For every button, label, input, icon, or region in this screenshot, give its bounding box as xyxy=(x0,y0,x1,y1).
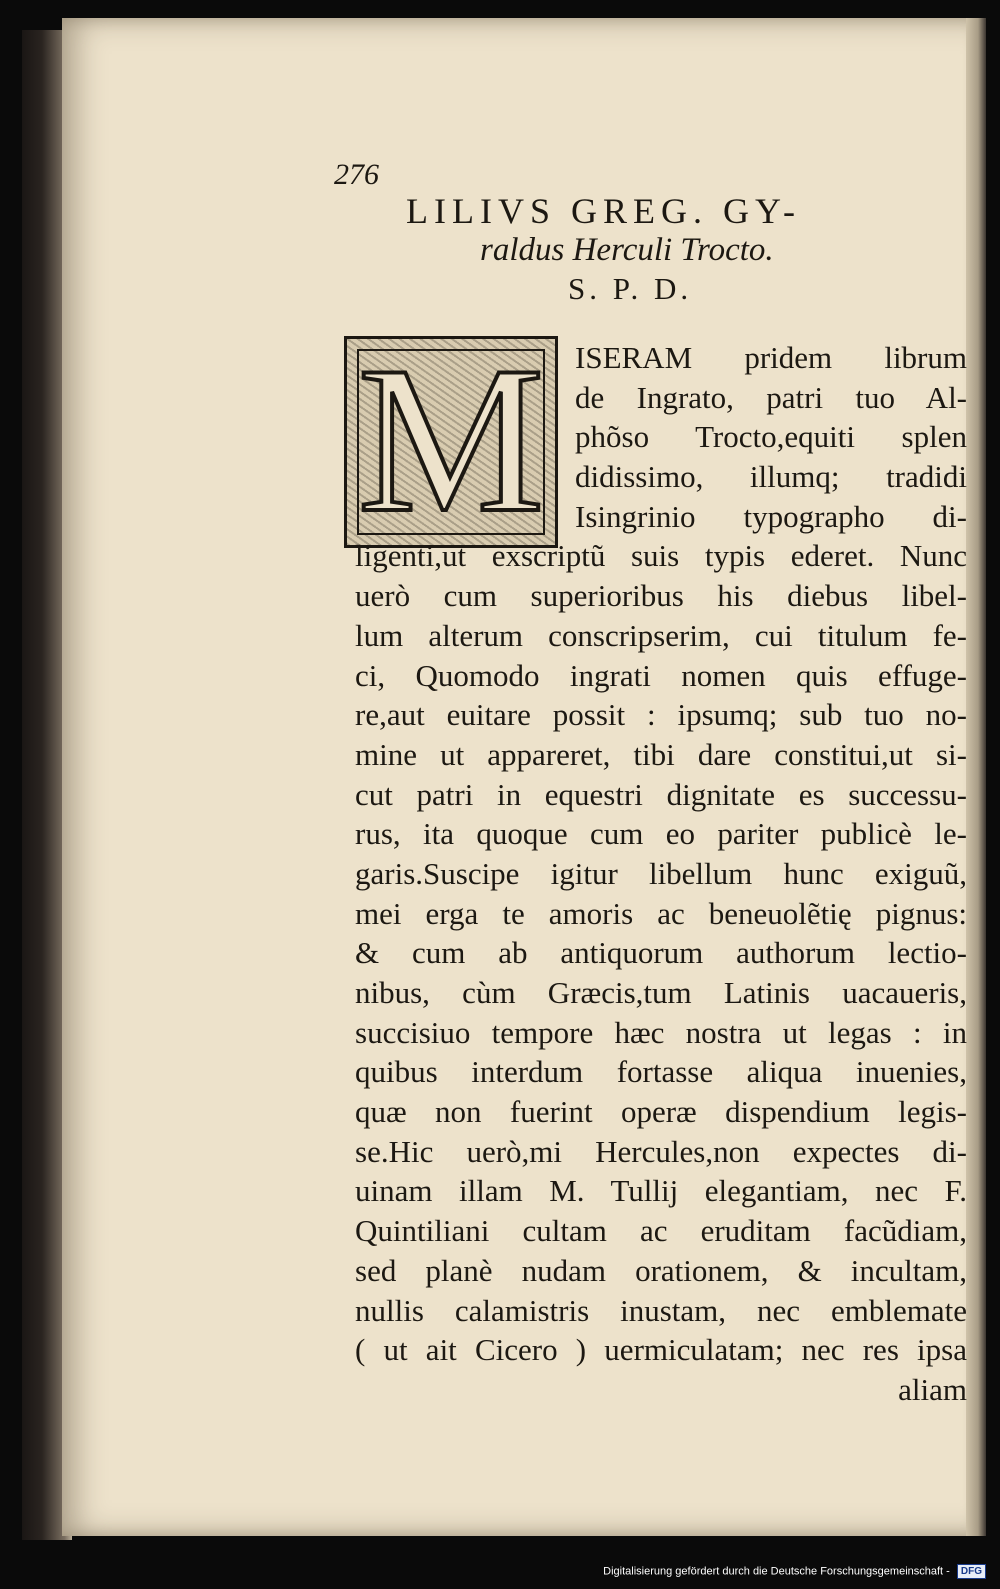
page-number: 276 xyxy=(334,158,379,191)
body-line: Isingrinio typographo di- xyxy=(575,498,967,534)
heading-line-3: S. P. D. xyxy=(568,271,693,306)
body-line: & cum ab antiquorum authorum lectio- xyxy=(355,935,967,971)
body-line: lum alterum conscripserim, cui titulum fe- xyxy=(355,617,967,653)
body-line: se.Hic uerò,mi Hercules,non expectes di- xyxy=(355,1133,967,1169)
body-line: re,aut euitare possit : ipsumq; sub tuo no- xyxy=(355,697,967,733)
body-line: de Ingrato, patri tuo Al- xyxy=(575,379,967,415)
body-line: ISERAM pridem librum xyxy=(575,340,967,375)
catchword: aliam xyxy=(898,1371,967,1407)
body-line: succisiuo tempore hæc nostra ut legas : in xyxy=(355,1014,967,1050)
body-line: mei erga te amoris ac beneuolẽtię pignus: xyxy=(355,895,967,931)
body-line: garis.Suscipe igitur libellum hunc exiguũ, xyxy=(355,855,967,891)
body-line: phõso Trocto,equiti splen xyxy=(575,419,967,455)
body-line: nibus, cùm Græcis,tum Latinis uacaueris, xyxy=(355,975,967,1010)
body-line: quæ non fuerint operæ dispendium legis- xyxy=(355,1094,967,1130)
body-line: quibus interdum fortasse aliqua inuenies, xyxy=(355,1054,967,1090)
letter-body xyxy=(355,338,967,1410)
body-line: uinam illam M. Tullij elegantiam, nec F. xyxy=(355,1173,967,1209)
body-line: didissimo, illumq; tradidi xyxy=(575,459,967,495)
body-line: ( ut ait Cicero ) uermiculatam; nec res ipsa xyxy=(355,1332,967,1368)
letter-heading xyxy=(330,190,920,307)
body-line: sed planè nudam orationem, & incultam, xyxy=(355,1252,967,1288)
body-line: cut patri in equestri dignitate es successu- xyxy=(355,776,967,812)
decorated-initial-letter: M xyxy=(357,324,545,556)
heading-line-2: raldus Herculi Trocto. xyxy=(480,232,774,268)
heading-line-1: LILIVS GREG. GY- xyxy=(406,191,801,231)
digitization-footer xyxy=(603,1564,986,1579)
body-line: ligenti,ut exscriptũ suis typis ederet. Nunc xyxy=(355,538,967,574)
body-line: mine ut appareret, tibi dare constitui,ut si- xyxy=(355,736,967,772)
page-edge-right xyxy=(966,18,986,1536)
dfg-logo: DFG xyxy=(957,1564,986,1579)
body-line: nullis calamistris inustam, nec emblemate xyxy=(355,1292,967,1328)
body-line: Quintiliani cultam ac eruditam facũdiam, xyxy=(355,1213,967,1249)
body-line: rus, ita quoque cum eo pariter publicè le- xyxy=(355,816,967,852)
body-line: uerò cum superioribus his diebus libel- xyxy=(355,578,967,614)
footer-text: Digitalisierung gefördert durch die Deutsche Forschungsgemeinschaft - xyxy=(603,1565,950,1578)
body-line: ci, Quomodo ingrati nomen quis effuge- xyxy=(355,657,967,693)
